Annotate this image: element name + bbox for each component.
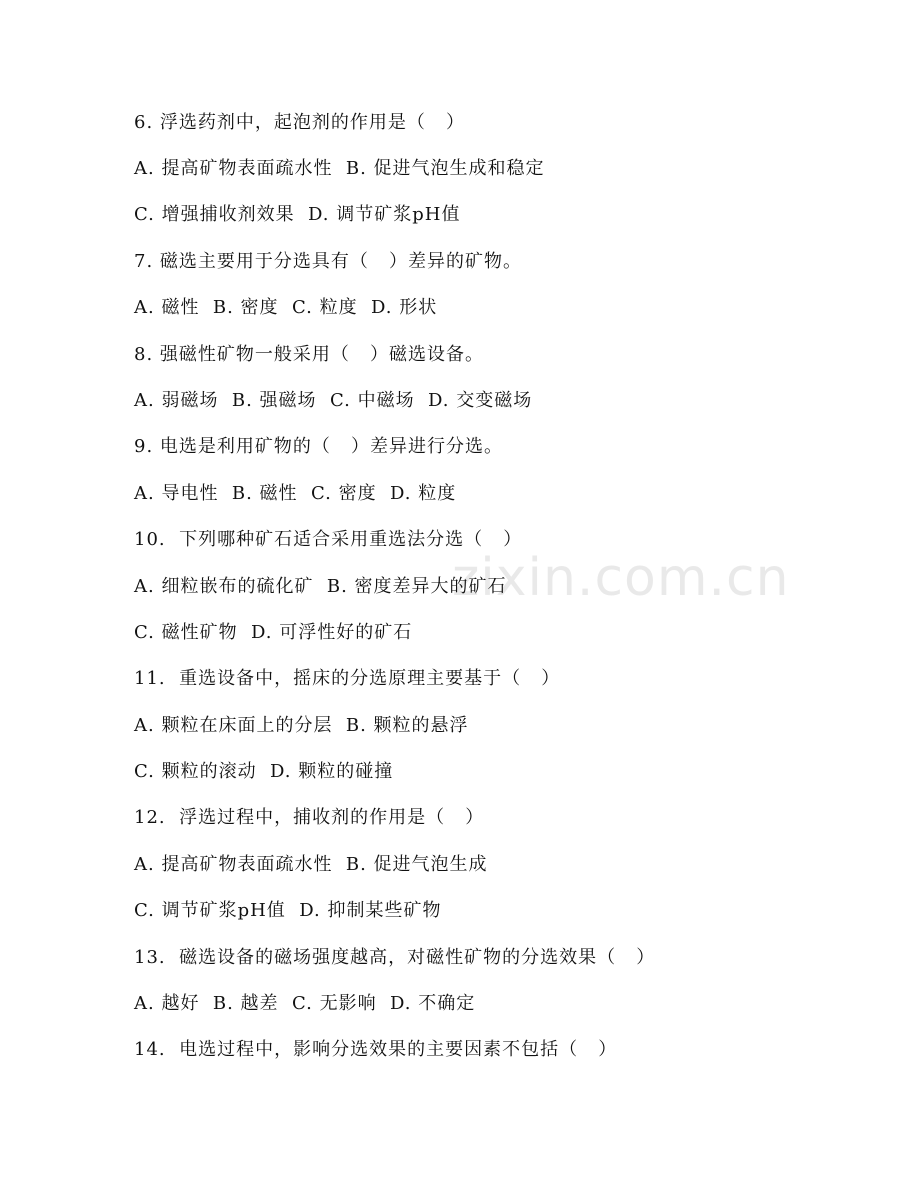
question-12: 12. 浮选过程中，捕收剂的作用是（ ） — [134, 807, 485, 828]
question-9: 9. 电选是利用矿物的（ ）差异进行分选。 — [134, 436, 504, 457]
question-10-options-cd: C. 磁性矿物 D. 可浮性好的矿石 — [134, 622, 413, 643]
question-8: 8. 强磁性矿物一般采用（ ）磁选设备。 — [134, 344, 485, 365]
question-10: 10. 下列哪种矿石适合采用重选法分选（ ） — [134, 529, 523, 550]
question-11-options-cd: C. 颗粒的滚动 D. 颗粒的碰撞 — [134, 761, 394, 782]
question-7: 7. 磁选主要用于分选具有（ ）差异的矿物。 — [134, 251, 523, 272]
question-12-options-ab: A. 提高矿物表面疏水性 B. 促进气泡生成 — [134, 854, 488, 875]
question-13: 13. 磁选设备的磁场强度越高，对磁性矿物的分选效果（ ） — [134, 947, 656, 968]
question-13-options: A. 越好 B. 越差 C. 无影响 D. 不确定 — [134, 993, 476, 1014]
question-6-options-ab: A. 提高矿物表面疏水性 B. 促进气泡生成和稳定 — [134, 158, 545, 179]
question-11: 11. 重选设备中，摇床的分选原理主要基于（ ） — [134, 668, 561, 689]
question-14: 14. 电选过程中，影响分选效果的主要因素不包括（ ） — [134, 1039, 618, 1060]
question-6-options-cd: C. 增强捕收剂效果 D. 调节矿浆pH值 — [134, 204, 461, 225]
question-10-options-ab: A. 细粒嵌布的硫化矿 B. 密度差异大的矿石 — [134, 576, 507, 597]
question-7-options: A. 磁性 B. 密度 C. 粒度 D. 形状 — [134, 297, 438, 318]
question-8-options: A. 弱磁场 B. 强磁场 C. 中磁场 D. 交变磁场 — [134, 390, 533, 411]
question-6: 6. 浮选药剂中，起泡剂的作用是（ ） — [134, 112, 466, 133]
watermark: zixin.com.cn — [452, 548, 790, 608]
question-12-options-cd: C. 调节矿浆pH值 D. 抑制某些矿物 — [134, 900, 442, 921]
question-11-options-ab: A. 颗粒在床面上的分层 B. 颗粒的悬浮 — [134, 715, 469, 736]
question-9-options: A. 导电性 B. 磁性 C. 密度 D. 粒度 — [134, 483, 457, 504]
